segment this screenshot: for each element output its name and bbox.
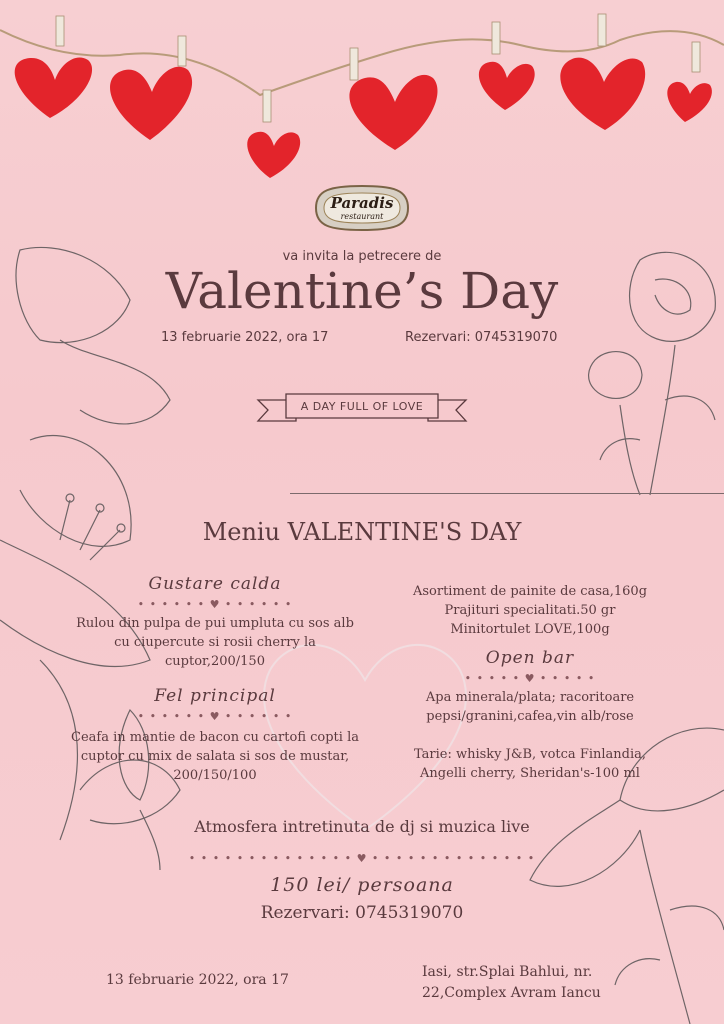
extras-list — [400, 582, 660, 639]
dots-divider: • • • • • • ♥ • • • • • • — [137, 710, 293, 723]
extras-item: Asortiment de painite de casa,160g — [412, 584, 648, 599]
extras-item: Minitortulet LOVE,100g — [450, 622, 610, 637]
dots-divider: • • • • • • • • • • • • • • ♥ • • • • • • • • • • • • • • — [188, 852, 536, 865]
address-line: 22,Complex Avram Iancu — [422, 985, 601, 1001]
menu-title: Meniu VALENTINE'S DAY — [202, 518, 522, 546]
dots-divider: • • • • • • ♥ • • • • • • — [137, 598, 293, 611]
invite-text: va invita la petrecere de — [282, 249, 442, 264]
warm-starter-heading: Gustare calda — [148, 574, 282, 594]
hearts-garland-icon — [0, 0, 724, 200]
extras-item: Prajituri specialitati.50 gr — [444, 603, 616, 618]
open-bar-spirits: Tarie: whisky J&B, votca Finlandia, Angelli cherry, Sheridan's-100 ml — [413, 747, 647, 781]
main-course-heading: Fel principal — [154, 686, 276, 706]
open-bar-drinks: Apa minerala/plata; racoritoare pepsi/granini,cafea,vin alb/rose — [425, 690, 635, 724]
logo-name: Paradis — [330, 194, 394, 212]
main-course-text: Ceafa in mantie de bacon cu cartofi copti la cuptor cu mix de salata si sos de mustar, 200/150/100 — [71, 730, 359, 783]
ribbon-text: A DAY FULL OF LOVE — [300, 400, 424, 413]
restaurant-logo — [310, 180, 414, 236]
atmosphere-text: Atmosfera intretinuta de dj si muzica live — [194, 817, 530, 836]
reservation-phone-bottom: Rezervari: 0745319070 — [260, 903, 464, 923]
open-bar-heading: Open bar — [485, 648, 575, 668]
event-title: Valentine’s Day — [165, 262, 559, 320]
reservation-phone-top: Rezervari: 0745319070 — [405, 330, 558, 345]
divider-line — [290, 493, 724, 494]
warm-starter-text: Rulou din pulpa de pui umpluta cu sos alb cu ciupercute si rosii cherry la cuptor,200/150 — [76, 616, 354, 669]
address-line: Iasi, str.Splai Bahlui, nr. — [422, 964, 593, 980]
price-per-person: 150 lei/ persoana — [270, 874, 454, 896]
ribbon-banner — [256, 388, 468, 428]
address — [422, 962, 642, 1004]
dots-divider: • • • • • ♥ • • • • • — [464, 672, 596, 685]
event-date-top: 13 februarie 2022, ora 17 — [161, 330, 329, 345]
logo-subtitle: restaurant — [340, 212, 384, 221]
event-date-bottom: 13 februarie 2022, ora 17 — [106, 972, 289, 988]
